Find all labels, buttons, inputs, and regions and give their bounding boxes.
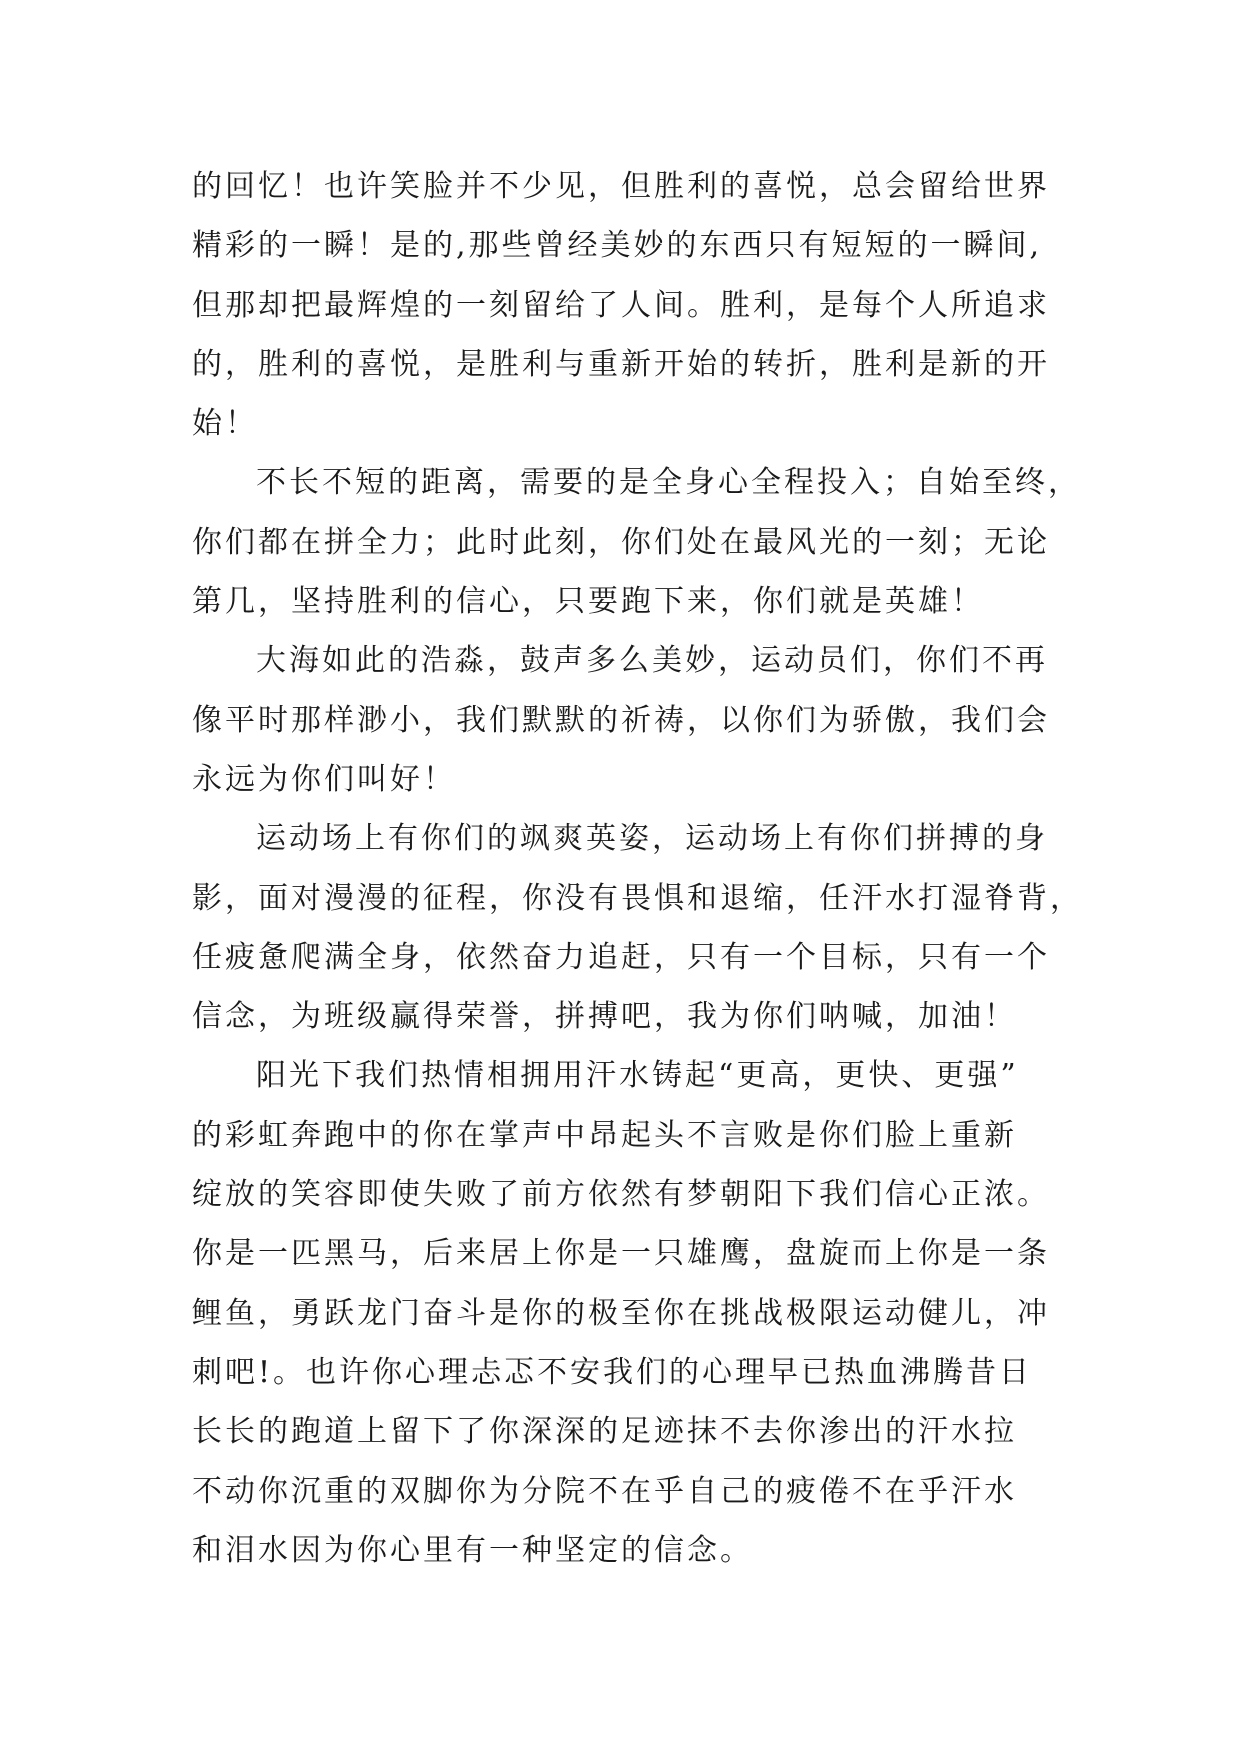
text-line: 的彩虹奔跑中的你在掌声中昂起头不言败是你们脸上重新: [192, 1117, 1017, 1153]
text-line: 精彩的一瞬！是的,那些曾经美妙的东西只有短短的一瞬间,: [192, 228, 1043, 264]
text-line: 像平时那样渺小，我们默默的祈祷，以你们为骄傲，我们会: [192, 702, 1050, 738]
text-line: 不动你沉重的双脚你为分院不在乎自己的疲倦不在乎汗水: [192, 1473, 1017, 1509]
text-line: 刺吧!。也许你心理忐忑不安我们的心理早已热血沸腾昔日: [192, 1354, 1033, 1390]
document-body: [192, 157, 1112, 1580]
text-line: 永远为你们叫好！: [192, 761, 456, 797]
text-line: 的回忆！也许笑脸并不少见，但胜利的喜悦，总会留给世界: [192, 169, 1050, 204]
text-line: 运动场上有你们的飒爽英姿，运动场上有你们拼搏的身: [256, 821, 1048, 857]
text-line: 阳光下我们热情相拥用汗水铸起“更高，更快、更强”: [256, 1058, 1019, 1094]
text-line: 和泪水因为你心里有一种坚定的信念。: [192, 1532, 753, 1568]
text-line: 任疲惫爬满全身，依然奋力追赶，只有一个目标，只有一个: [192, 939, 1050, 975]
text-line: 信念，为班级赢得荣誉，拼搏吧，我为你们呐喊，加油！: [192, 999, 1017, 1035]
text-line: 但那却把最辉煌的一刻留给了人间。胜利，是每个人所追求: [192, 287, 1050, 323]
text-line: 绽放的笑容即使失败了前方依然有梦朝阳下我们信心正浓。: [192, 1177, 1050, 1213]
text-line: 长长的跑道上留下了你深深的足迹抹不去你渗出的汗水拉: [192, 1414, 1017, 1450]
text-line: 鲤鱼，勇跃龙门奋斗是你的极至你在挑战极限运动健儿，冲: [192, 1295, 1050, 1331]
text-line: 影，面对漫漫的征程，你没有畏惧和退缩，任汗水打湿脊背，: [192, 880, 1083, 916]
text-line: 你们都在拼全力；此时此刻，你们处在最风光的一刻；无论: [192, 524, 1050, 560]
text-line: 始！: [192, 406, 258, 442]
text-line: 你是一匹黑马，后来居上你是一只雄鹰，盘旋而上你是一条: [192, 1236, 1050, 1272]
text-line: 不长不短的距离，需要的是全身心全程投入；自始至终，: [256, 465, 1081, 501]
text-line: 第几，坚持胜利的信心，只要跑下来，你们就是英雄！: [192, 584, 984, 620]
text-line: 的，胜利的喜悦，是胜利与重新开始的转折，胜利是新的开: [192, 346, 1050, 382]
text-line: 大海如此的浩淼，鼓声多么美妙，运动员们，你们不再: [256, 643, 1048, 679]
